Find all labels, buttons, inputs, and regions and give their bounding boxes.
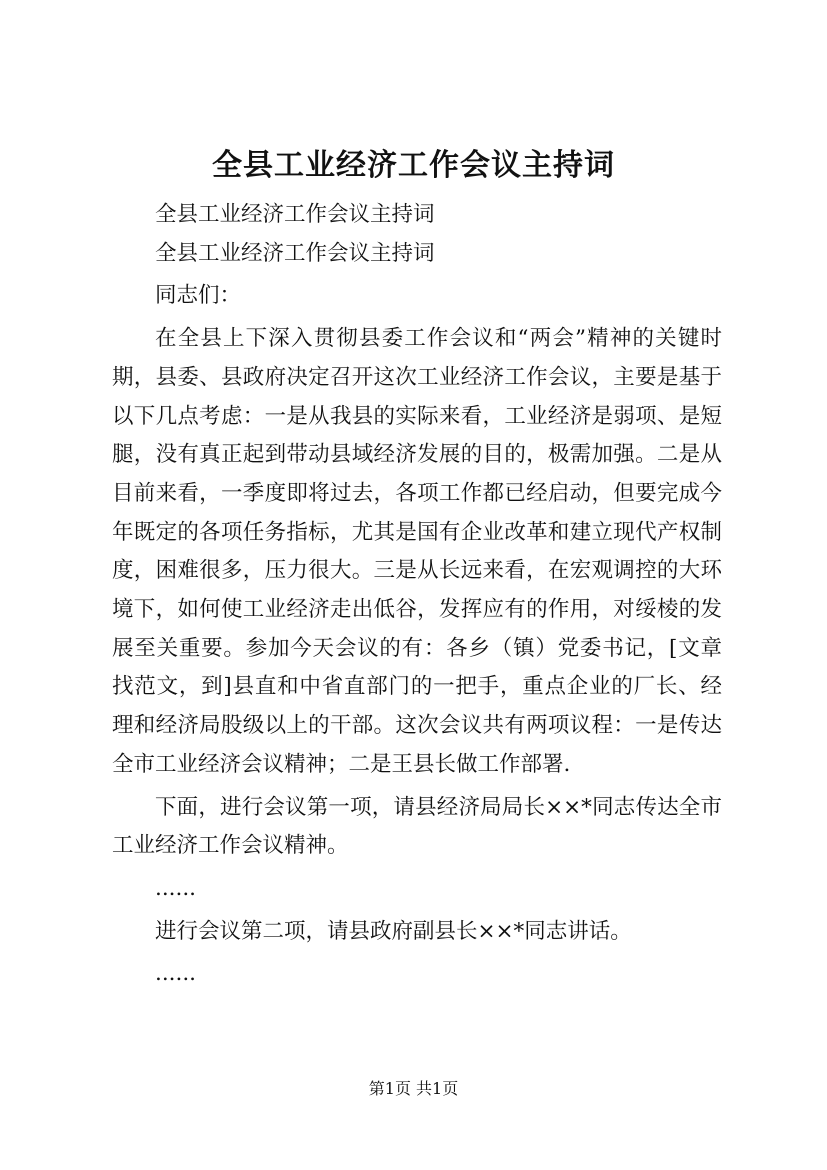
document-body — [112, 196, 722, 994]
subtitle-line: 全县工业经济工作会议主持词 — [155, 240, 435, 266]
body-paragraph: 在全县上下深入贯彻县委工作会议和“两会”精神的关键时期，县委、县政府决定召开这次工业经济工作会议，主要是基于以下几点考虑：一是从我县的实际来看，工业经济是弱项、是短腿，没有真正起到带动县域经济发展的目的，极需加强。二是从目前来看，一季度即将过去，各项工作都已经启动，但要完成今年既定的各项任务指标，尤其是国有企业改革和建立现代产权制度，困难很多，压力很大。三是从长远来看，在宏观调控的大环境下，如何使工业经济走出低谷，发挥应有的作用，对绥棱的发展至关重要。参加今天会议的有：各乡（镇）党委书记，[文章找范文，到]县直和中省直部门的一把手，重点企业的厂长、经理和经济局股级以上的干部。这次会议共有两项议程：一是传达全市工业经济会议精神；二是王县长做工作部署. — [112, 326, 722, 777]
salutation: 同志们： — [155, 283, 242, 309]
body-paragraph: 进行会议第二项，请县政府副县长××*同志讲话。 — [155, 918, 632, 944]
document-title: 全县工业经济工作会议主持词 — [212, 148, 615, 183]
ellipsis-line: ...... — [155, 961, 197, 987]
subtitle-line: 全县工业经济工作会议主持词 — [155, 202, 435, 227]
body-paragraph: 下面，进行会议第一项，请县经济局局长××*同志传达全市工业经济工作会议精神。 — [112, 794, 722, 859]
page-footer: 第1页 共1页 — [368, 1079, 459, 1098]
ellipsis-line: ...... — [155, 875, 197, 901]
